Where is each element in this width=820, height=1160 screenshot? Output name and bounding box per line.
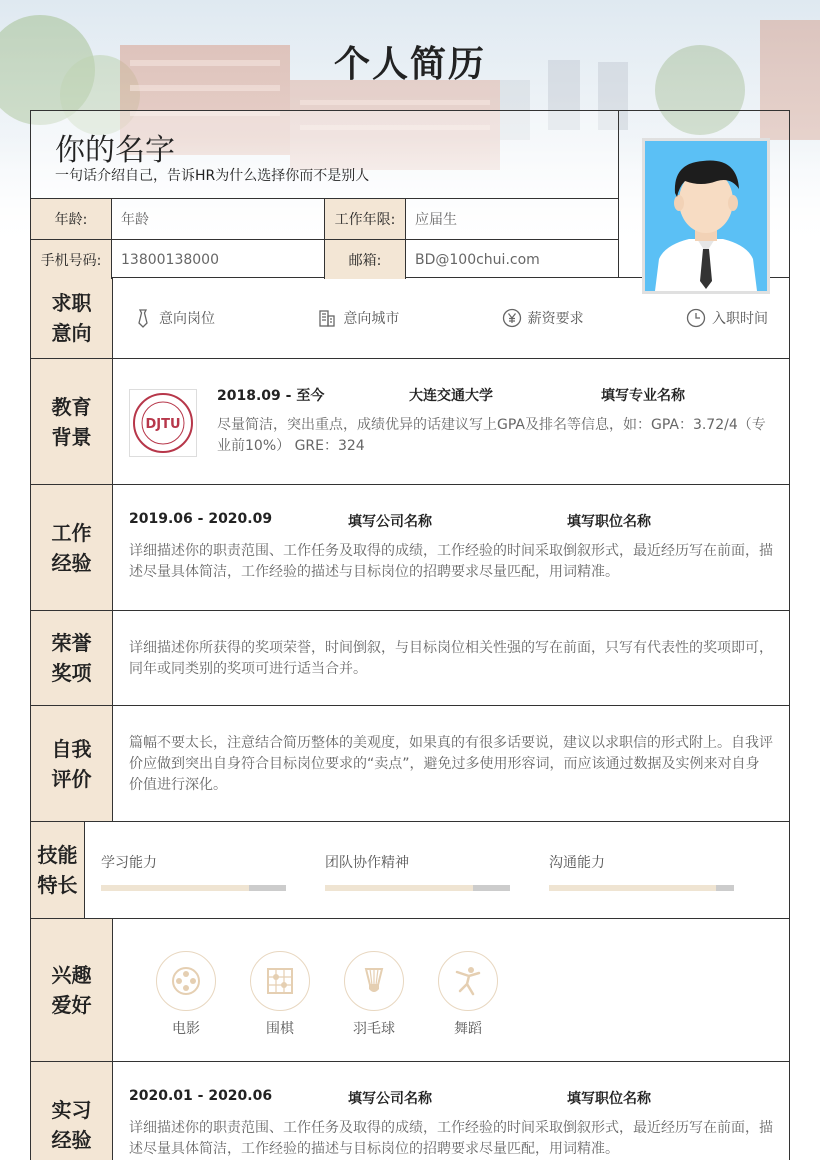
internship-period: 2020.01 - 2020.06 — [129, 1088, 273, 1104]
internship-position: 填写职位名称 — [567, 1091, 651, 1107]
section-title: 兴趣爱好 — [51, 963, 92, 1017]
info-row — [31, 199, 618, 239]
section-body — [85, 822, 789, 918]
education-period: 2018.09 - 至今 — [217, 388, 325, 404]
phone-value: 13800138000 — [112, 240, 325, 279]
go-board-icon — [263, 964, 297, 998]
hobby-item — [139, 951, 233, 1061]
shuttlecock-icon — [357, 964, 391, 998]
basic-info-grid — [31, 198, 619, 278]
intent-item-start-date — [686, 308, 768, 328]
intent-label: 意向岗位 — [159, 311, 215, 327]
resume-sheet — [30, 110, 790, 1160]
internship-company: 填写公司名称 — [348, 1091, 432, 1107]
intent-item-city — [317, 308, 399, 328]
self-evaluation-text: 篇幅不要太长，注意结合简历整体的美观度，如果真的有很多话要说，建议以求职信的形式附上。自我评价应做到突出自身符合目标岗位要求的“卖点”，避免过多使用形容词，而应该通过数据及实例来对自身价值进行深化。 — [129, 735, 773, 793]
section-title-cell — [31, 278, 113, 358]
section-body — [113, 1062, 789, 1160]
section-title-cell — [31, 919, 113, 1061]
education-entry — [129, 359, 773, 484]
section-body — [113, 359, 789, 484]
section-title: 求职意向 — [51, 291, 92, 345]
hobbies-list — [129, 919, 773, 1061]
clock-icon — [686, 308, 706, 328]
hobby-item — [421, 951, 515, 1061]
section-title: 实习经验 — [51, 1097, 92, 1152]
work-years-value: 应届生 — [415, 212, 457, 228]
film-reel-icon — [169, 964, 203, 998]
age-label: 年龄: — [31, 199, 112, 239]
dancer-icon — [451, 964, 485, 998]
hobby-item — [233, 951, 327, 1061]
skill-bar-fill — [101, 885, 249, 891]
section-title-cell — [31, 1062, 113, 1160]
hobby-name: 羽毛球 — [353, 1021, 395, 1037]
section-body — [113, 919, 789, 1061]
phone-label: 手机号码: — [31, 240, 112, 279]
skill-item — [549, 852, 773, 918]
section-title-cell — [31, 485, 113, 610]
avatar-photo — [642, 138, 770, 294]
work-position: 填写职位名称 — [567, 514, 651, 530]
section-title-cell — [31, 359, 113, 484]
intent-item-position — [133, 308, 215, 328]
yen-icon — [502, 308, 522, 328]
intent-label: 意向城市 — [343, 311, 400, 327]
skill-name: 沟通能力 — [549, 855, 605, 871]
internship-headline — [129, 1088, 773, 1108]
skill-name: 团队协作精神 — [325, 855, 409, 871]
intent-label: 入职时间 — [711, 311, 768, 327]
skill-bar-fill — [549, 885, 716, 891]
section-internship — [30, 1061, 790, 1160]
intent-label: 薪资要求 — [527, 311, 584, 327]
section-body — [113, 485, 789, 610]
section-body — [113, 706, 789, 821]
education-headline — [217, 385, 773, 405]
skill-bar-fill — [325, 885, 473, 891]
internship-description: 详细描述你的职责范围、工作任务及取得的成绩，工作经验的时间采取倒叙形式，最近经历写在前面，描述尽量具体简洁，工作经验的描述与目标岗位的招聘要求尽量匹配，用词精准。 — [129, 1120, 773, 1157]
name-area — [31, 111, 619, 198]
section-title: 教育背景 — [51, 394, 92, 449]
section-skills — [30, 821, 790, 919]
age-value: 年龄 — [112, 199, 325, 239]
intent-item-salary — [502, 308, 584, 328]
email-label: 邮箱: — [325, 240, 406, 279]
skill-bar — [549, 885, 734, 891]
section-title: 工作经验 — [51, 520, 92, 575]
hobby-name: 围棋 — [266, 1021, 294, 1037]
work-description: 详细描述你的职责范围、工作任务及取得的成绩，工作经验的时间采取倒叙形式，最近经历写在前面，描述尽量具体简洁，工作经验的描述与目标岗位的招聘要求尽量匹配，用词精准。 — [129, 543, 773, 580]
school-name: 大连交通大学 — [409, 388, 493, 404]
hobby-item — [327, 951, 421, 1061]
work-headline — [129, 511, 773, 531]
section-title: 技能特长 — [37, 843, 78, 897]
info-row — [31, 239, 618, 279]
section-title: 自我评价 — [51, 736, 92, 791]
section-body — [113, 611, 789, 705]
skill-bar — [101, 885, 286, 891]
skill-item — [325, 852, 549, 918]
section-hobbies — [30, 918, 790, 1062]
section-body — [113, 278, 789, 358]
building-icon — [317, 308, 337, 328]
section-work-experience — [30, 484, 790, 611]
section-job-intent — [30, 277, 790, 359]
section-awards — [30, 610, 790, 706]
school-logo — [129, 389, 197, 457]
work-period: 2019.06 - 2020.09 — [129, 511, 273, 527]
resume-header — [30, 110, 790, 278]
skill-bar — [325, 885, 510, 891]
awards-description: 详细描述你所获得的奖项荣誉，时间倒叙，与目标岗位相关性强的写在前面，只写有代表性的奖项即可，同年或同类别的奖项可进行适当合并。 — [129, 640, 773, 677]
major-name: 填写专业名称 — [601, 388, 685, 404]
email-value: BD@100chui.com — [415, 251, 540, 268]
section-title: 荣誉奖项 — [51, 631, 92, 685]
skill-name: 学习能力 — [101, 855, 157, 871]
skill-item — [101, 852, 325, 918]
work-years-label: 工作年限: — [325, 199, 406, 239]
svg-text:DJTU: DJTU — [145, 417, 181, 432]
education-description: 尽量简洁，突出重点，成绩优异的话建议写上GPA及排名等信息，如：GPA：3.72/4（专业前10%） GRE：324 — [217, 417, 766, 454]
candidate-name: 你的名字 — [55, 133, 175, 168]
hobby-name: 电影 — [172, 1021, 200, 1037]
tie-icon — [133, 308, 153, 328]
section-self-evaluation — [30, 705, 790, 822]
page-title: 个人简历 — [333, 44, 486, 85]
skills-list — [101, 822, 773, 918]
section-title-cell — [31, 706, 113, 821]
intent-list — [129, 278, 773, 358]
candidate-intro: 一句话介绍自己，告诉HR为什么选择你而不是别人 — [55, 168, 370, 184]
section-title-cell — [31, 611, 113, 705]
work-company: 填写公司名称 — [348, 514, 432, 530]
hobby-name: 舞蹈 — [454, 1021, 482, 1037]
section-education — [30, 358, 790, 485]
section-title-cell — [31, 822, 85, 918]
